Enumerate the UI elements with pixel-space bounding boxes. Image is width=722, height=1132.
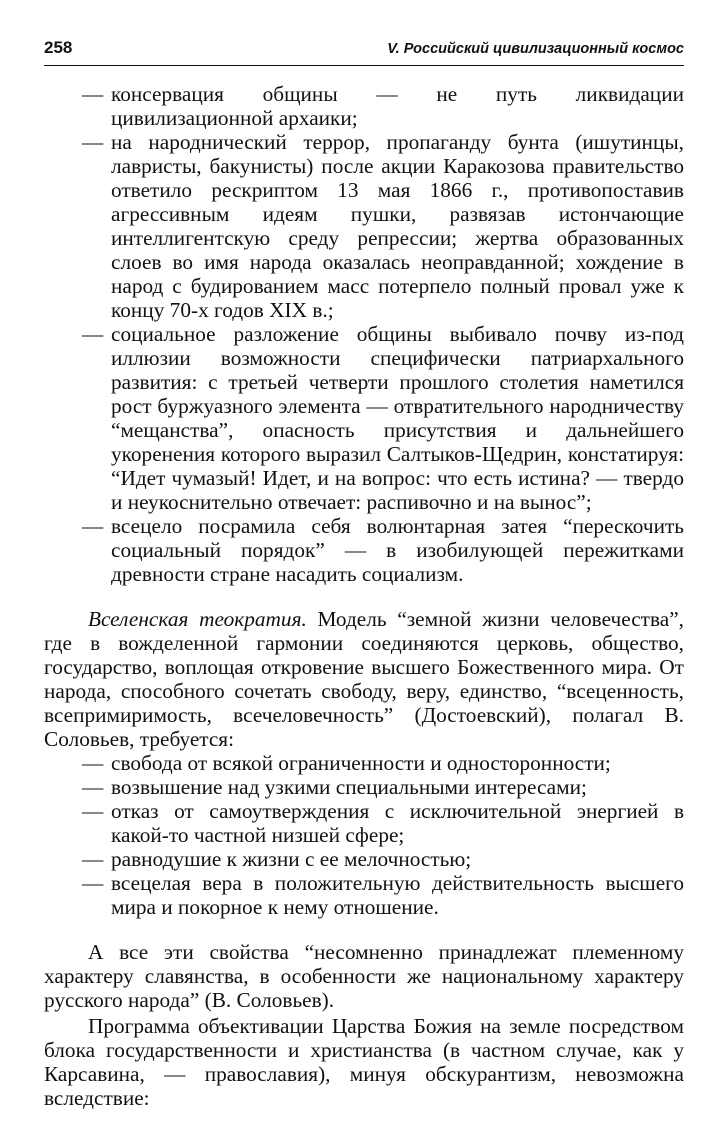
list-item: — всецело посрамила себя волюнтарная затея “перескочить социальный порядок” — в изобилующей пережитками древности стране насадить социализм. (44, 514, 684, 586)
list-item: — всецелая вера в положительную действительность высшего мира и покорное к нему отношение. (44, 871, 684, 919)
running-head (44, 38, 684, 66)
page-body (44, 82, 684, 1110)
theocracy-text: Модель “земной жизни человечества”, где в вожделенной гармонии соединяются церковь, общество, государство, воплощая откровение высшего Божественного мира. От народа, способного сочетать свободу, веру, единство, “всеценность, всепримиримость, всечеловечность” (Достоевский), полагал В. Соловьев, требуется: (44, 607, 684, 751)
requirements-list (44, 751, 684, 919)
list-item: — консервация общины — не путь ликвидации цивилизационной архаики; (44, 82, 684, 130)
program-paragraph: Программа объективации Царства Божия на земле посредством блока государственности и христианства (в частном случае, как у Карсавина, — православия), минуя обскурантизм, невозможна вследствие: (44, 1014, 684, 1110)
consequences-list (44, 82, 684, 586)
quote-paragraph: А все эти свойства “несомненно принадлежат племенному характеру славянства, в особенности же национальному характеру русского народа” (В. Соловьев). (44, 940, 684, 1012)
page-number: 258 (44, 38, 73, 57)
list-item: — отказ от самоутверждения с исключительной энергией в какой-то частной низшей сфере; (44, 799, 684, 847)
list-item: — свобода от всякой ограниченности и односторонности; (44, 751, 684, 775)
book-page (44, 38, 684, 1110)
running-title: V. Российский цивилизационный космос (387, 41, 684, 57)
list-item: — социальное разложение общины выбивало почву из-под иллюзии возможности специфически патриархального развития: с третьей четверти прошлого столетия наметился рост буржуазного элемента — отвратительного народничеству “мещанства”, опасность присутствия и дальнейшего укоренения которого выразил Салтыков-Щедрин, констатируя: “Идет чумазый! Идет, и на вопрос: что есть истина? — твердо и неукоснительно отвечает: распивочно и на вынос”; (44, 322, 684, 514)
list-item: — возвышение над узкими специальными интересами; (44, 775, 684, 799)
list-item: — равнодушие к жизни с ее мелочностью; (44, 847, 684, 871)
theocracy-paragraph (44, 607, 684, 751)
theocracy-term: Вселенская теократия. (88, 607, 307, 631)
list-item: — на народнический террор, пропаганду бунта (ишутинцы, лавристы, бакунисты) после акции Каракозова правительство ответило рескриптом 13 мая 1866 г., противопоставив агрессивным идеям пушки, развязав истончающие интеллигентскую среду репрессии; жертва образованных слоев во имя народа оказалась неоправданной; хождение в народ с будированием масс потерпело полный провал уже к концу 70-х годов XIX в.; (44, 130, 684, 322)
